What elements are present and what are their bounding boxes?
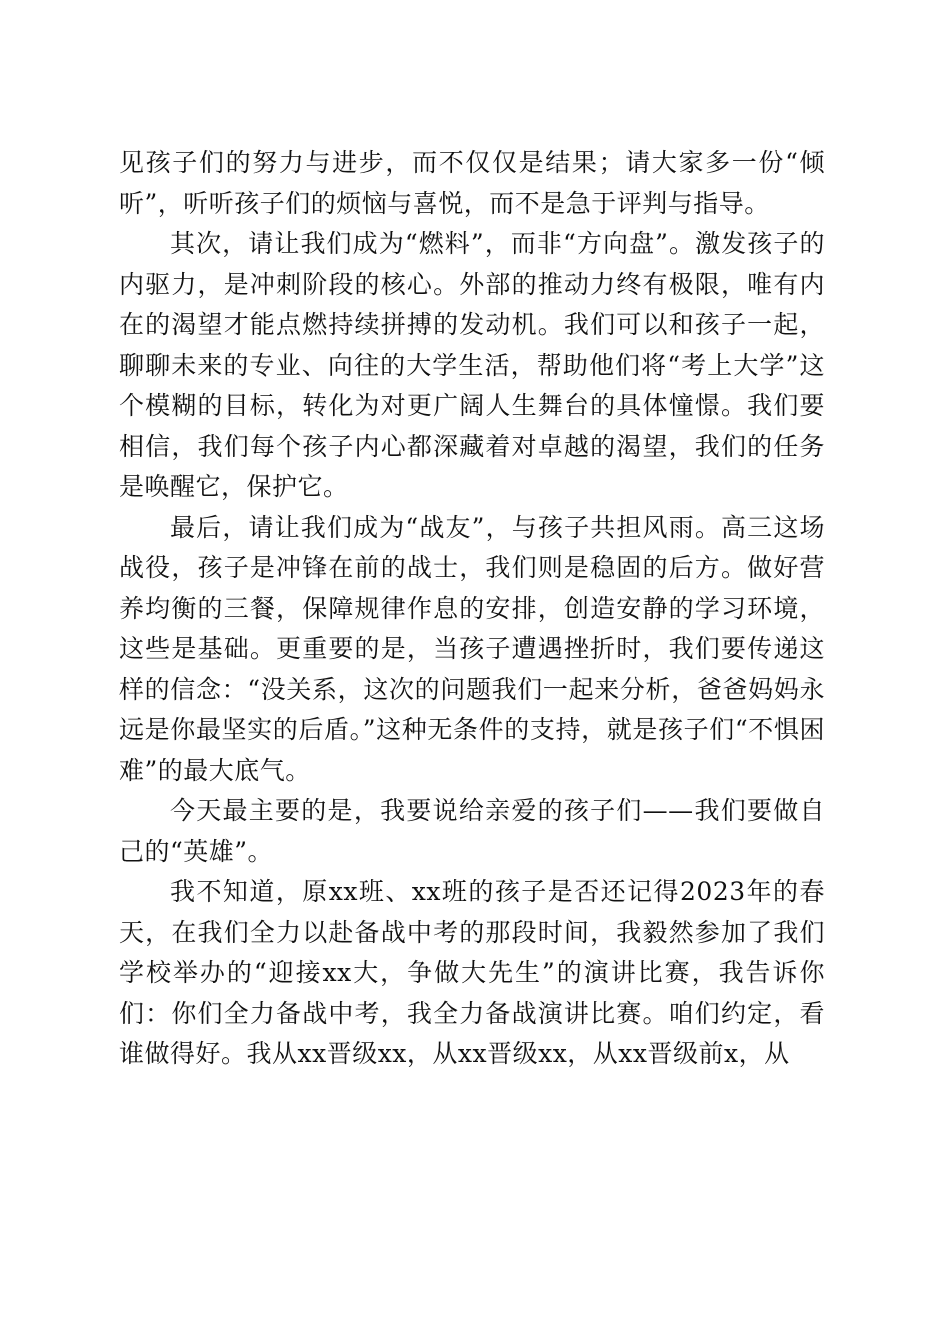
paragraph-speech-contest: 我不知道，原xx班、xx班的孩子是否还记得2023年的春天，在我们全力以赴备战中考的那段时间，我毅然参加了我们学校举办的“迎接xx大，争做大先生”的演讲比赛，我告诉你们：你们全力备战中考，我全力备战演讲比赛。咱们约定，看谁做得好。我从xx晋级xx，从xx晋级xx，从xx晋级前x，从: [119, 877, 825, 1068]
paragraph-fuel: 其次，请让我们成为“燃料”，而非“方向盘”。激发孩子的内驱力，是冲刺阶段的核心。外部的推动力终有极限，唯有内在的渴望才能点燃持续拼搏的发动机。我们可以和孩子一起，聊聊未来的专业、向往的大学生活，帮助他们将“考上大学”这个模糊的目标，转化为对更广阔人生舞台的具体憧憬。我们要相信，我们每个孩子内心都深藏着对卓越的渴望，我们的任务是唤醒它，保护它。: [119, 229, 825, 501]
paragraph-comrades: 最后，请让我们成为“战友”，与孩子共担风雨。高三这场战役，孩子是冲锋在前的战士，我们则是稳固的后方。做好营养均衡的三餐，保障规律作息的安排，创造安静的学习环境，这些是基础。更重要的是，当孩子遭遇挫折时，我们要传递这样的信念：“没关系，这次的问题我们一起来分析，爸爸妈妈永远是你最坚实的后盾。”这种无条件的支持，就是孩子们“不惧困难”的最大底气。: [119, 512, 825, 785]
paragraph-continued: 见孩子们的努力与进步，而不仅仅是结果；请大家多一份“倾听”，听听孩子们的烦恼与喜悦，而不是急于评判与指导。: [119, 148, 825, 218]
paragraph-heroes: 今天最主要的是，我要说给亲爱的孩子们——我们要做自己的“英雄”。: [119, 796, 825, 866]
document-body: [119, 143, 825, 1075]
